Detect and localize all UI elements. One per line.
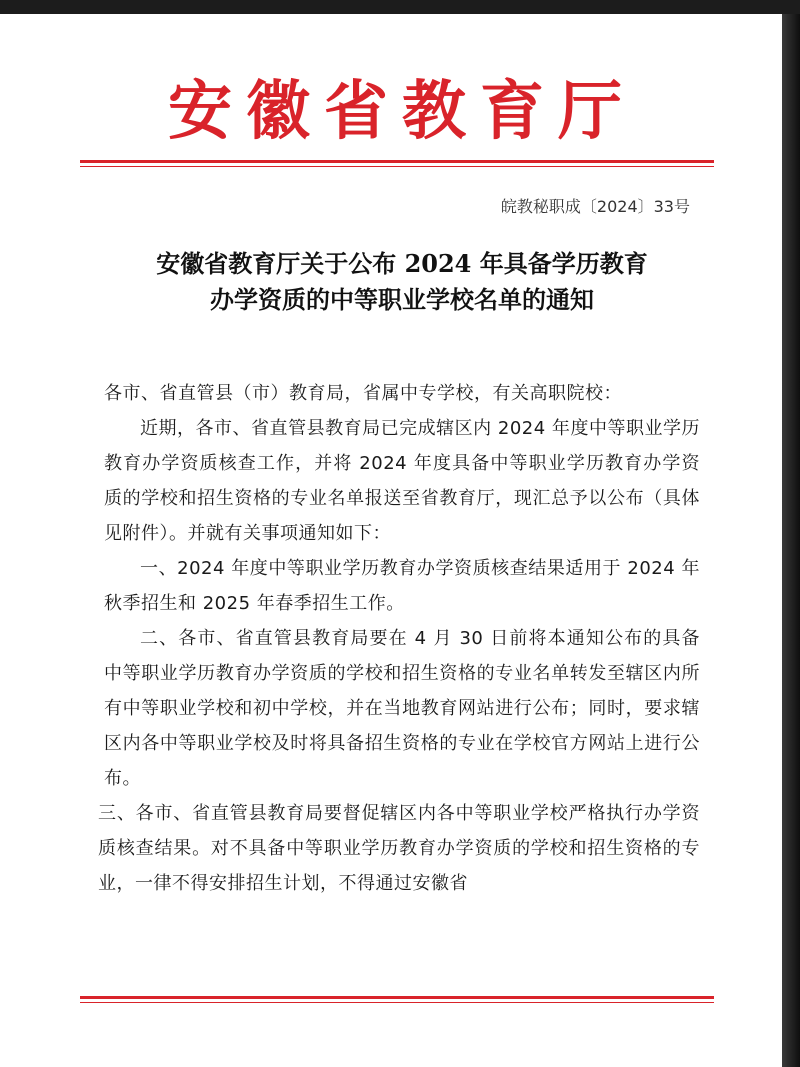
right-edge-shadow	[782, 14, 800, 1067]
agency-header-title: 安徽省教育厅	[168, 74, 636, 149]
footer-rule-thick	[80, 996, 714, 999]
paragraph-4: 三、各市、省直管县教育局要督促辖区内各中等职业学校严格执行办学资质核查结果。对不具备中等职业学历教育办学资质的学校和招生资格的专业，一律不得安排招生计划，不得通过安徽省	[98, 803, 700, 894]
document-page	[0, 14, 782, 1067]
footer-rule-thin	[80, 1002, 714, 1003]
notice-title	[82, 246, 722, 318]
salutation: 各市、省直管县（市）教育局，省属中专学校，有关高职院校：	[104, 383, 622, 404]
notice-title-line-2: 办学资质的中等职业学校名单的通知	[210, 285, 594, 314]
header-rule-thin	[80, 166, 714, 167]
header-rule-thick	[80, 160, 714, 163]
notice-body	[98, 376, 700, 901]
document-number: 皖教秘职成〔2024〕33号	[500, 197, 690, 216]
paragraph-1: 近期，各市、省直管县教育局已完成辖区内 2024 年度中等职业学历教育办学资质核查工作，并将 2024 年度具备中等职业学历教育办学资质的学校和招生资格的专业名单报送至省教育厅，现汇总予以公布（具体见附件）。并就有关事项通知如下：	[104, 418, 700, 544]
top-strip	[0, 0, 800, 14]
paragraph-3: 二、各市、省直管县教育局要在 4 月 30 日前将本通知公布的具备中等职业学历教育办学资质的学校和招生资格的专业名单转发至辖区内所有中等职业学校和初中学校，并在当地教育网站进行公布；同时，要求辖区内各中等职业学校及时将具备招生资格的专业在学校官方网站上进行公布。	[104, 628, 700, 789]
notice-title-line-1: 安徽省教育厅关于公布 2024 年具备学历教育	[156, 249, 648, 278]
paragraph-2: 一、2024 年度中等职业学历教育办学资质核查结果适用于 2024 年秋季招生和 2025 年春季招生工作。	[104, 558, 700, 614]
